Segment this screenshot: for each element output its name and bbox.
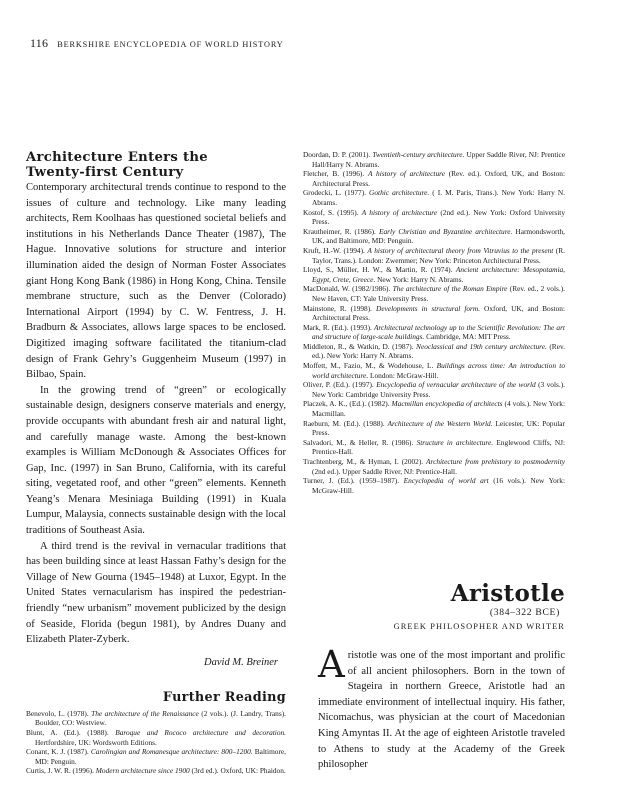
- drop-cap: A: [318, 643, 345, 686]
- reference-item: Doordan, D. P. (2001). Twentieth-century architecture. Upper Saddle River, NJ: Prentice Hall/Harry N. Abrams.: [303, 150, 566, 169]
- reference-item: Conant, K. J. (1987). Carolingian and Romanesque architecture: 800–1200. Baltimore, MD: Penguin.: [26, 747, 286, 766]
- paragraph: A third trend is the revival in vernacular traditions that has been building since at least Hassan Fathy’s design for the Village of New Gourna (1945–1948) at Luxor, Egypt. In the United States vernacularism has inspired the pedestrian-friendly “new urbanism” movement publicized by the design of Seaside, Florida (begun 1981), by Andres Duany and Elizabeth Plater-Zyberk.: [26, 540, 286, 646]
- section-heading-line1: Architecture Enters the: [26, 150, 208, 165]
- left-column: [26, 150, 286, 776]
- reference-list-left: [26, 709, 286, 776]
- reference-item: Middleton, R., & Watkin, D. (1987). Neoclassical and 19th century architecture. (Rev. ed.). New York: Harry N. Abrams.: [303, 341, 565, 361]
- reference-item: Benevolo, L. (1978). The architecture of the Renaissance (2 vols.). (J. Landry, Trans). Boulder, CO: Westview.: [26, 708, 286, 728]
- reference-item: Oliver, P. (Ed.). (1997). Encyclopedia of vernacular architecture of the world (3 vols.). New York: Cambridge University Press.: [303, 380, 565, 399]
- reference-item: Fletcher, B. (1996). A history of architecture (Rev. ed.). Oxford, UK, and Boston: Architectural Press.: [303, 169, 565, 188]
- article-opening: ristotle was one of the most important and prolific of all ancient philosophers. Born in the town of Stageira in northern Greece, Aristotle had an immediate environment of intellectual inquiry. His father, Nicomachus, was physician at the court of Macedonian King Amyntas II. At the age of eighteen Aristotle traveled to Athens to study at the Academy of the Greek philosopher: [318, 650, 565, 771]
- reference-item: Kostof, S. (1995). A history of architecture (2nd ed.). New York: Oxford University Press.: [303, 207, 566, 227]
- reference-item: Turner, J. (Ed.). (1959–1987). Encyclopedia of world art (16 vols.). New York: McGraw-Hill.: [303, 476, 565, 495]
- paragraph: Contemporary architectural trends continue to respond to the issues of culture and technology. Like many leading architects, Rem Koolhaas has questioned societal beliefs and institutions in his Netherlands Dance Theater (1987), The Hague. Innovative solutions for structure and interior illumination aided the design of Norman Foster Associates giant Hong Kong Bank (1986) in Hong Kong, China. Tensile membrane structure, such as the Denver (Colorado) International Airport (1994) by C. W. Fentress, J. H. Bradburn & Associates, allows large spaces to be enclosed. Digitized imaging software facilitated the titanium-clad design of Frank Gehry’s Guggenheim Museum (1997) in Bilbao, Spain.: [26, 182, 286, 381]
- running-head: [30, 36, 284, 51]
- running-title: BERKSHIRE ENCYCLOPEDIA OF WORLD HISTORY: [57, 40, 284, 49]
- reference-item: Grodecki, L. (1977). Gothic architecture. ( I. M. Paris, Trans.). New York: Harry N. Abrams.: [303, 188, 566, 207]
- reference-item: Salvadori, M., & Heller, R. (1986). Structure in architecture. Englewood Cliffs, NJ: Prentice-Hall.: [303, 437, 566, 457]
- reference-item: Raeburn, M. (Ed.). (1988). Architecture of the Western World. Leicester, UK: Popular Press.: [303, 418, 565, 438]
- reference-item: Mainstone, R. (1998). Developments in structural form. Oxford, UK, and Boston: Architectural Press.: [303, 303, 566, 323]
- right-column-references: [303, 150, 565, 495]
- paragraph: In the growing trend of “green” or ecologically sustainable design, designers conserve materials and energy, provide occupants with abundant fresh air and natural light, and carefully manage waste. Among the best-known examples is William McDonough & Associates Offices for Gap, Inc. (1997) in San Bruno, California, with its careful siting, vegetated roof, and other “green” elements. Kenneth Yeang’s Menara Mesiniaga Building (1991) in Kuala Lumpur, Malaysia, connects sustainable design with the local traditions of Southeast Asia.: [26, 384, 286, 537]
- reference-item: Curtis, J. W. R. (1996). Modern architecture since 1900 (3rd ed.). Oxford, UK: Phaidon.: [26, 766, 286, 776]
- reference-item: Blunt, A. (Ed.). (1988). Baroque and Rococo architecture and decoration. Hertfordshire, UK: Wordsworth Editions.: [26, 728, 287, 747]
- reference-item: Lloyd, S., Müller, H. W., & Martin, R. (1974). Ancient architecture: Mesopotamia, Egypt, Crete, Greece. New York: Harry N. Abrams.: [303, 265, 565, 284]
- author-byline: David M. Breiner: [204, 656, 278, 668]
- section-heading-line2: Twenty-first Century: [26, 165, 184, 180]
- section-heading: [26, 150, 286, 180]
- article-title: Aristotle: [450, 580, 565, 607]
- section-body: [26, 180, 286, 648]
- page-number: 116: [30, 36, 49, 50]
- reference-item: MacDonald, W. (1982/1986). The architecture of the Roman Empire (Rev. ed., 2 vols.). New Haven, CT: Yale University Press.: [303, 284, 565, 303]
- reference-item: Krautheimer, R. (1986). Early Christian and Byzantine architecture. Harmondsworth, UK, and Baltimore, MD: Penguin.: [303, 226, 565, 246]
- reference-item: Trachtenberg, M., & Hyman, I. (2002). Architecture from prehistory to postmodernity (2nd ed.). Upper Saddle River, NJ: Prentice-Hall.: [303, 457, 565, 476]
- reference-item: Placzek, A. K., (Ed.). (1982). Macmillan encyclopedia of architects (4 vols.). New York: Macmillan.: [303, 399, 565, 419]
- reference-item: Moffett, M., Fazio, M., & Wodehouse, L. Buildings across time: An introduction to world architecture. London: McGraw-Hill.: [303, 361, 565, 380]
- article-subtitle: GREEK PHILOSOPHER AND WRITER: [393, 622, 565, 631]
- reference-item: Kruft, H.-W. (1994). A history of architectural theory from Vitruvius to the present (R. Taylor, Trans.). London: Zwemmer; New York: Princeton Architectural Press.: [303, 245, 565, 265]
- article-body: [318, 643, 565, 773]
- article-dates: (384–322 BCE): [489, 607, 560, 618]
- further-reading-heading: Further Reading: [162, 689, 286, 705]
- reference-item: Mark, R. (Ed.). (1993). Architectural technology up to the Scientific Revolution: The art and structure of large-scale buildings. Cambridge, MA: MIT Press.: [303, 322, 565, 342]
